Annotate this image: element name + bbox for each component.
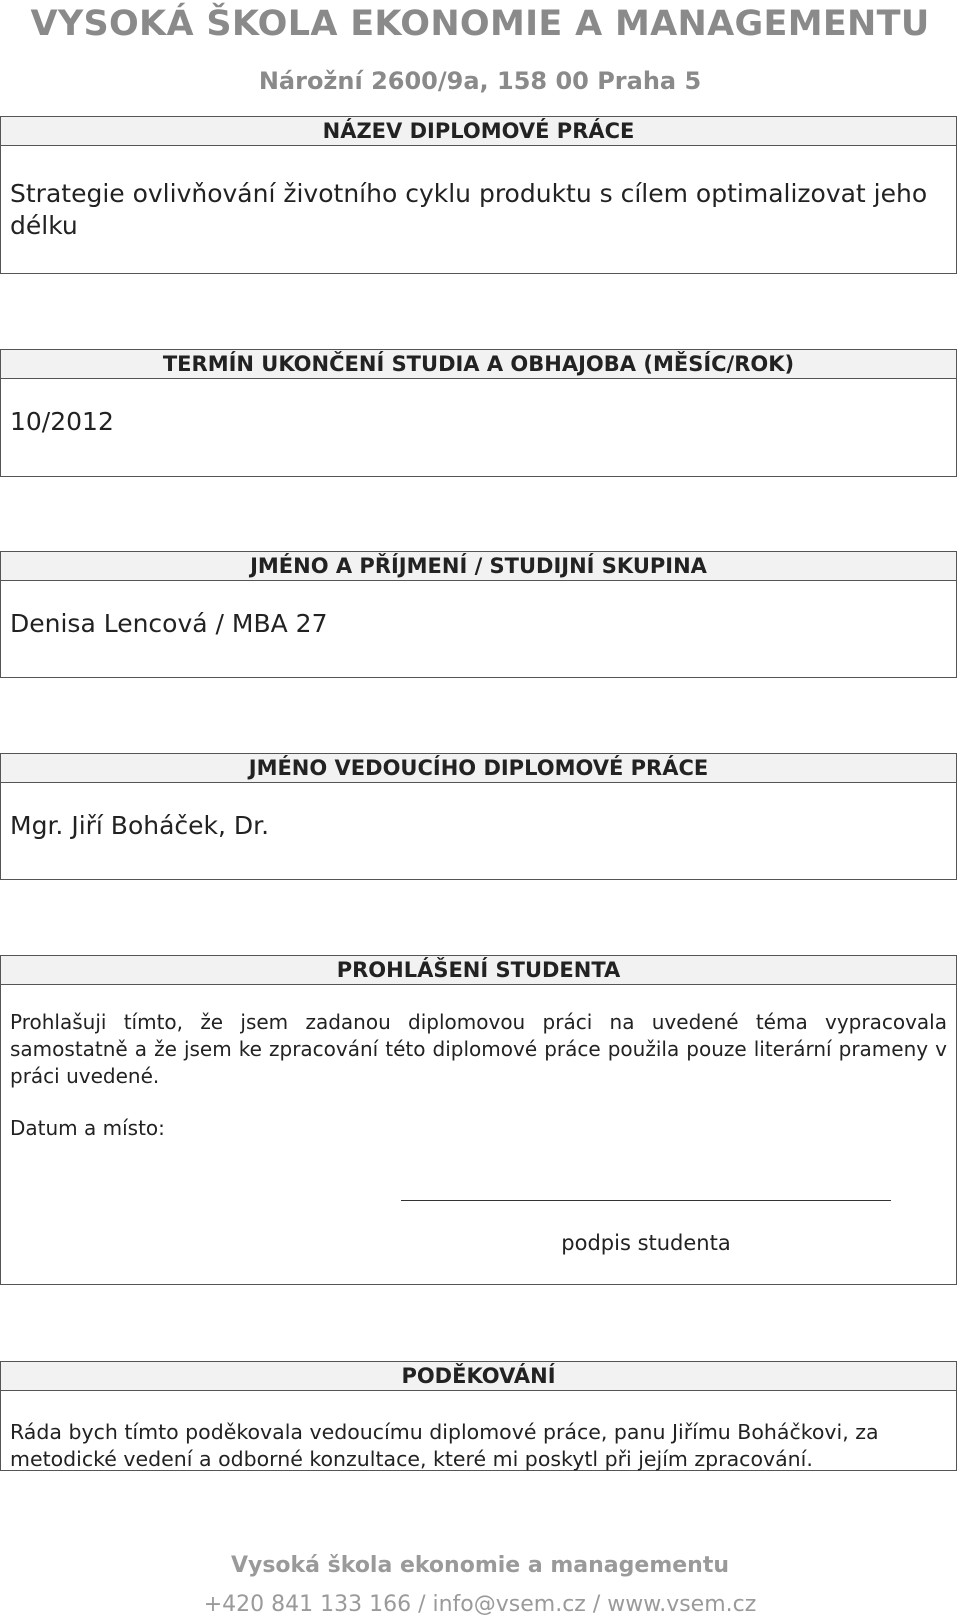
- declaration-section: [0, 955, 957, 1285]
- term-section: [0, 349, 957, 477]
- school-address: Nárožní 2600/9a, 158 00 Praha 5: [258, 67, 702, 95]
- date-place-label: Datum a místo:: [10, 1116, 165, 1140]
- thanks-text: Ráda bych tímto poděkovala vedoucímu diplomové práce, panu Jiřímu Boháčkovi, za metodické vedení a odborné konzultace, které mi poskytl při jejím zpracování.: [10, 1420, 879, 1471]
- signature-line: [401, 1200, 891, 1201]
- student-section: [0, 551, 957, 678]
- term-value: 10/2012: [10, 407, 114, 436]
- thesis-title-label: NÁZEV DIPLOMOVÉ PRÁCE: [1, 117, 956, 146]
- school-name: VYSOKÁ ŠKOLA EKONOMIE A MANAGEMENTU: [30, 4, 930, 44]
- term-label: TERMÍN UKONČENÍ STUDIA A OBHAJOBA (MĚSÍC/ROK): [1, 350, 956, 379]
- thanks-section: [0, 1361, 957, 1471]
- signature-label: podpis studenta: [561, 1231, 731, 1255]
- supervisor-section: [0, 753, 957, 880]
- footer-school: Vysoká škola ekonomie a managementu: [230, 1553, 730, 1578]
- thesis-title-section: [0, 116, 957, 274]
- supervisor-label: JMÉNO VEDOUCÍHO DIPLOMOVÉ PRÁCE: [1, 754, 956, 783]
- footer-contact: +420 841 133 166 / info@vsem.cz / www.vsem.cz: [203, 1592, 757, 1617]
- student-value: Denisa Lencová / MBA 27: [10, 609, 328, 638]
- declaration-label: PROHLÁŠENÍ STUDENTA: [1, 956, 956, 985]
- thesis-title-value: Strategie ovlivňování životního cyklu produktu s cílem optimalizovat jeho délku: [10, 179, 928, 240]
- declaration-text: Prohlašuji tímto, že jsem zadanou diplomovou práci na uvedené téma vypracovala samostatně a že jsem ke zpracování této diplomové práce použila pouze literární prameny v práci uvedené.: [10, 1010, 947, 1088]
- thanks-label: PODĚKOVÁNÍ: [1, 1362, 956, 1391]
- student-label: JMÉNO A PŘÍJMENÍ / STUDIJNÍ SKUPINA: [1, 552, 956, 581]
- supervisor-value: Mgr. Jiří Boháček, Dr.: [10, 811, 270, 840]
